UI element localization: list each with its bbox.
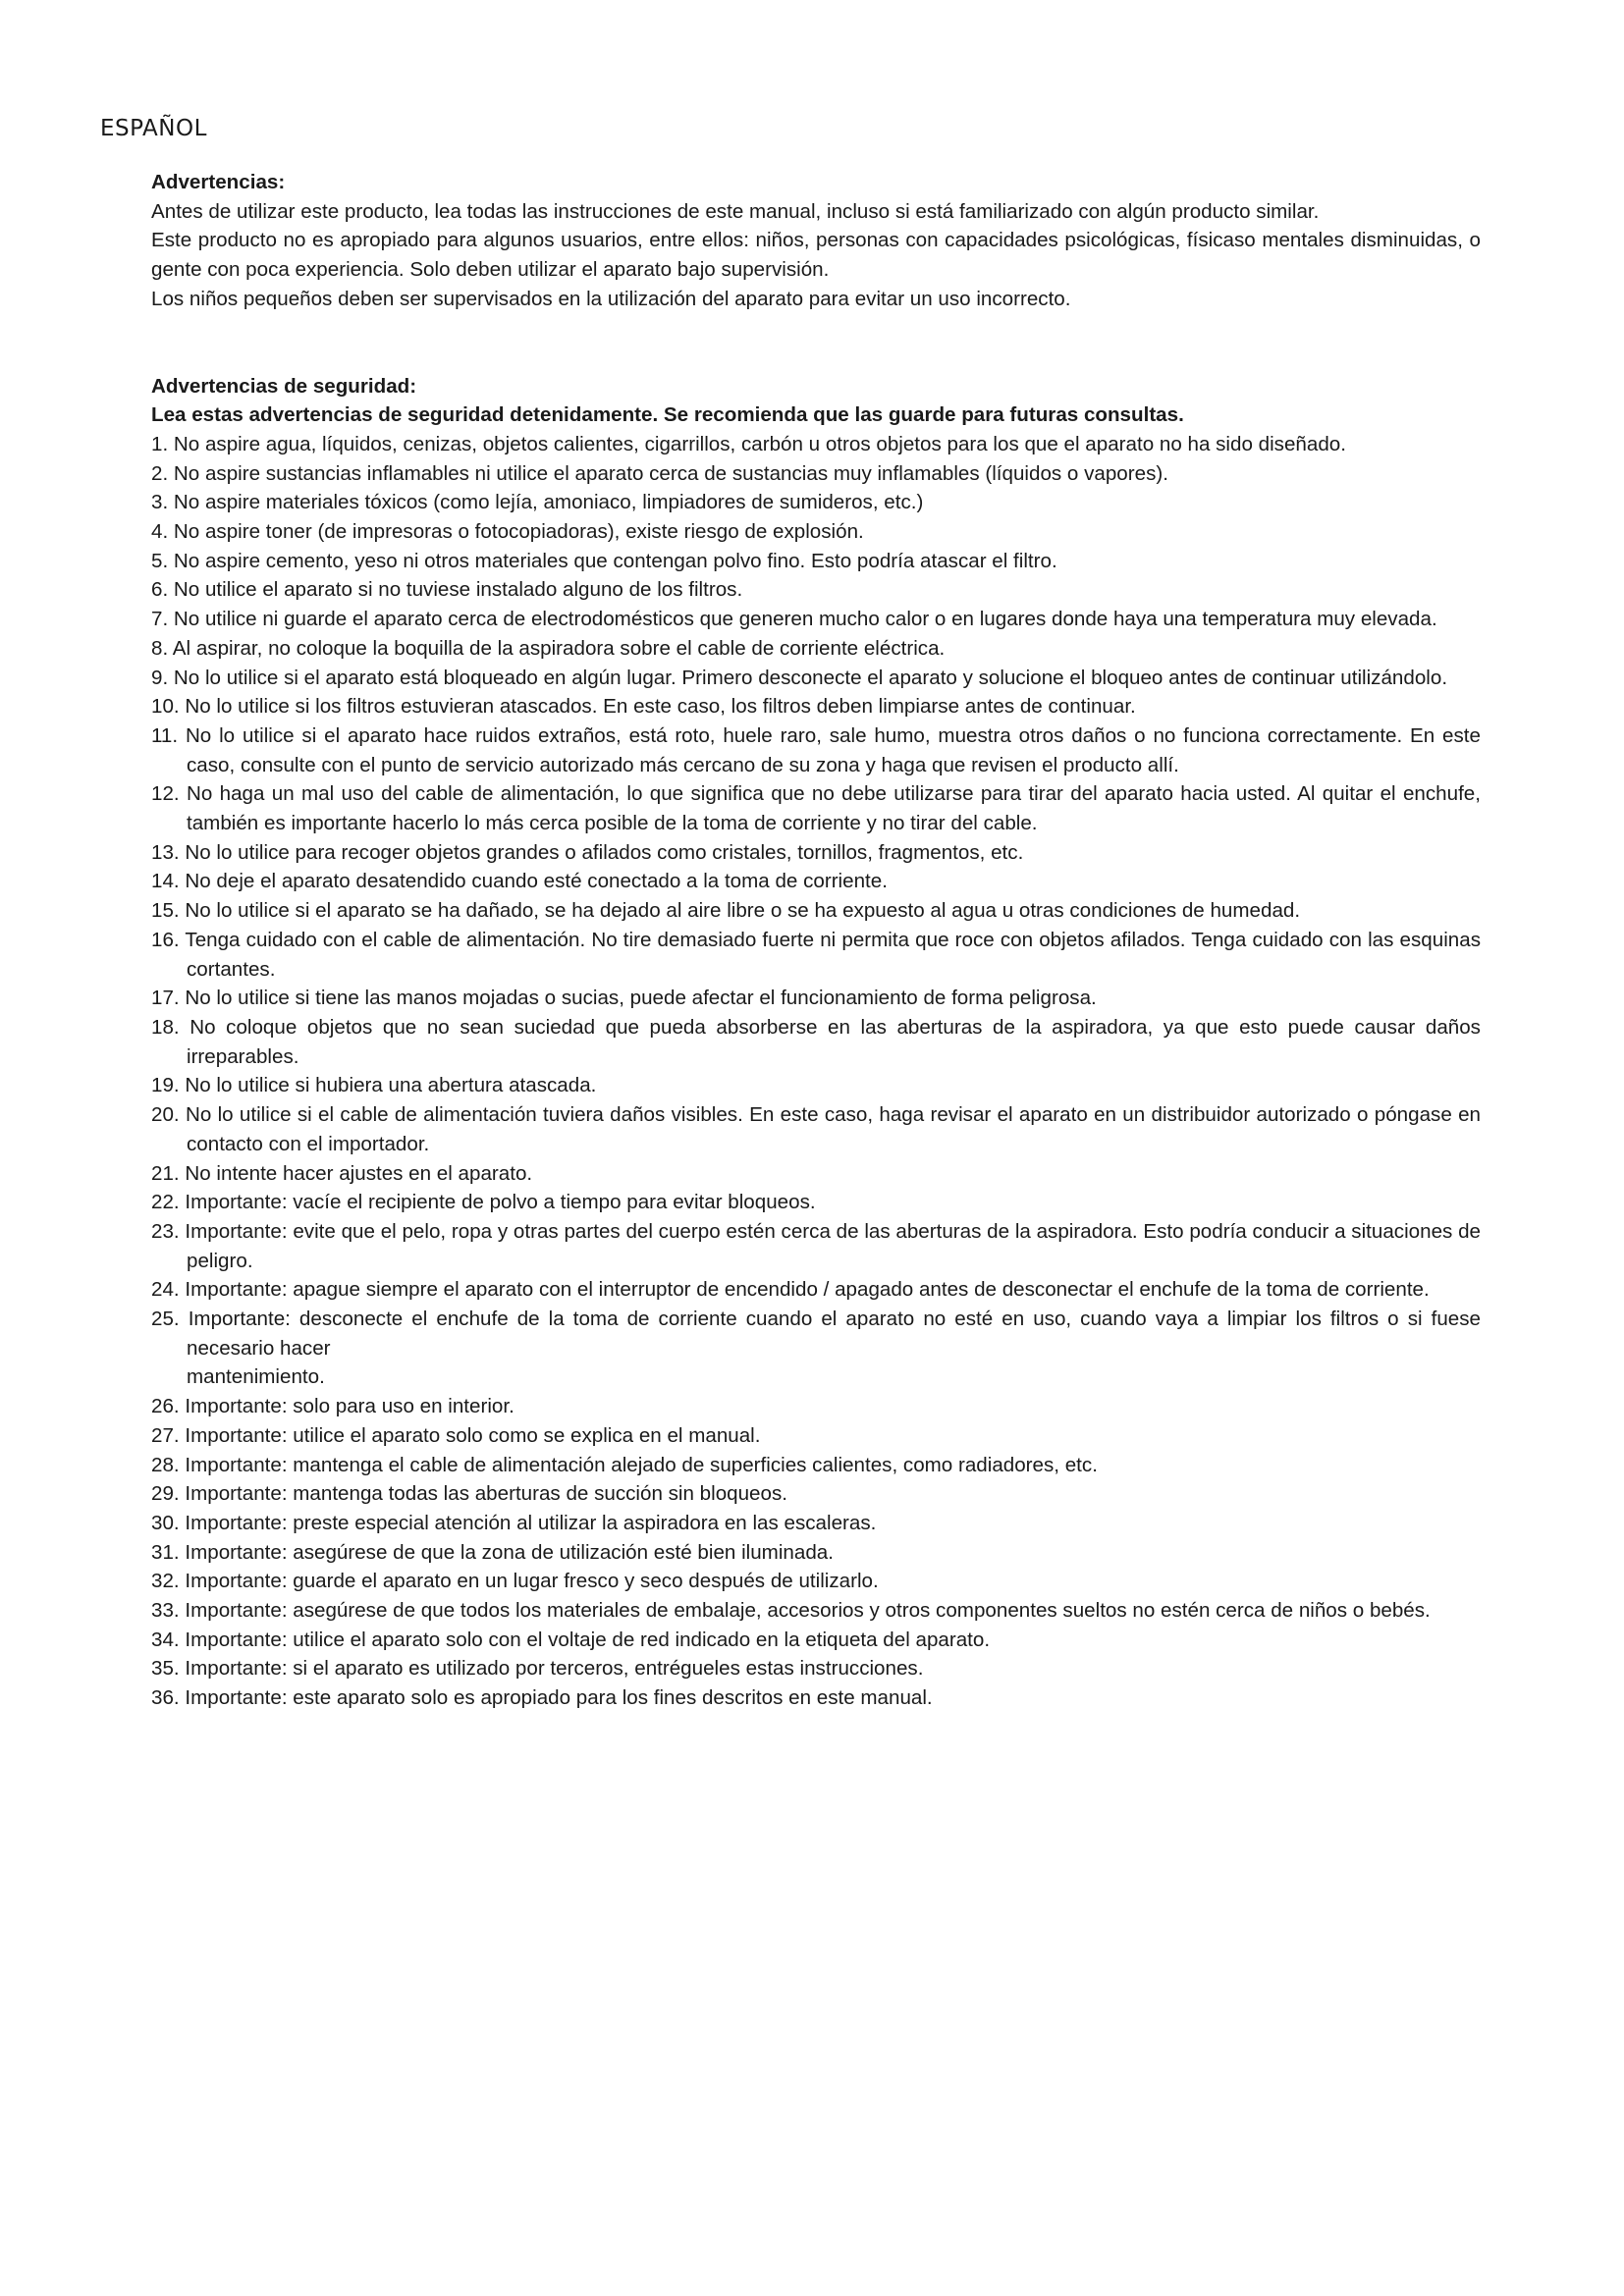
safety-item-number: 5. [151, 549, 169, 572]
safety-item-text: No aspire materiales tóxicos (como lejía, amoniaco, limpiadores de sumideros, etc.) [173, 491, 924, 514]
safety-item-text: Importante: vacíe el recipiente de polvo a tiempo para evitar bloqueos. [185, 1191, 816, 1214]
safety-section [151, 372, 1481, 1713]
section-spacer [151, 314, 1481, 372]
safety-item-text: No aspire sustancias inflamables ni utilice el aparato cerca de sustancias muy inflamables (líquidos o vapores). [173, 461, 1168, 485]
safety-item-number: 16. [151, 928, 180, 951]
warnings-title: Advertencias: [151, 171, 286, 193]
safety-item-text: No haga un mal uso del cable de alimentación, lo que significa que no debe utilizarse para tirar del aparato hacia usted. Al quitar el enchufe, también es importante hacerlo lo más cerca posible de la toma de corriente y no tirar del cable. [186, 782, 1481, 835]
safety-item-text: Importante: utilice el aparato solo con el voltaje de red indicado en la etiqueta del aparato. [185, 1628, 991, 1651]
safety-item-text: No utilice el aparato si no tuviese instalado alguno de los filtros. [173, 578, 743, 602]
safety-item [151, 1392, 1481, 1421]
safety-item [151, 517, 1481, 547]
safety-item-text: No lo utilice si los filtros estuvieran atascados. En este caso, los filtros deben limpiarse antes de continuar. [185, 695, 1136, 719]
safety-item [151, 575, 1481, 605]
safety-item-text: Importante: si el aparato es utilizado por terceros, entrégueles estas instrucciones. [185, 1657, 924, 1681]
safety-item [151, 1567, 1481, 1596]
safety-item-text: Al aspirar, no coloque la boquilla de la aspiradora sobre el cable de corriente eléctrica. [172, 636, 946, 660]
safety-item [151, 1013, 1481, 1071]
safety-item-number: 33. [151, 1599, 180, 1623]
safety-item-text: No lo utilice para recoger objetos grandes o afilados como cristales, tornillos, fragmentos, etc. [185, 840, 1024, 864]
safety-item-number: 18. [151, 1015, 180, 1039]
safety-item-number: 11. [151, 723, 179, 747]
safety-item-text: No lo utilice si el cable de alimentación tuviera daños visibles. En este caso, haga revisar el aparato en un distribuidor autorizado o póngase en contacto con el importador. [185, 1103, 1481, 1155]
safety-item-text: No intente hacer ajustes en el aparato. [185, 1161, 533, 1185]
safety-item-number: 31. [151, 1540, 180, 1564]
safety-item [151, 1596, 1481, 1626]
safety-item-number: 14. [151, 870, 180, 893]
manual-content [151, 168, 1481, 1713]
safety-item [151, 1100, 1481, 1158]
safety-item [151, 488, 1481, 517]
safety-item-text: Tenga cuidado con el cable de alimentación. No tire demasiado fuerte ni permita que roce con objetos afilados. Tenga cuidado con las esquinas cortantes. [185, 928, 1481, 981]
safety-item-number: 6. [151, 578, 169, 602]
safety-item-number: 15. [151, 899, 180, 923]
safety-item [151, 1509, 1481, 1538]
safety-item [151, 547, 1481, 576]
safety-item-number: 2. [151, 461, 169, 485]
safety-item-text: Importante: mantenga todas las aberturas de succión sin bloqueos. [185, 1482, 787, 1506]
safety-item [151, 430, 1481, 459]
safety-item-number: 28. [151, 1453, 180, 1476]
safety-title: Advertencias de seguridad: [151, 374, 417, 398]
safety-item [151, 1305, 1481, 1392]
safety-item-text: Importante: preste especial atención al utilizar la aspiradora en las escaleras. [185, 1511, 877, 1534]
safety-item-text: No deje el aparato desatendido cuando esté conectado a la toma de corriente. [185, 870, 888, 893]
safety-item-number: 23. [151, 1219, 180, 1243]
warnings-section [151, 168, 1481, 314]
safety-item [151, 926, 1481, 984]
safety-item-text: Importante: este aparato solo es apropiado para los fines descritos en este manual. [185, 1686, 933, 1710]
safety-item [151, 1626, 1481, 1655]
safety-item-text: Importante: solo para uso en interior. [185, 1395, 514, 1418]
safety-item-number: 30. [151, 1511, 180, 1534]
safety-item-text: No lo utilice si el aparato se ha dañado, se ha dejado al aire libre o se ha expuesto al agua u otras condiciones de humedad. [185, 899, 1301, 923]
safety-item-text: No lo utilice si el aparato hace ruidos extraños, está roto, huele raro, sale humo, muestra otros daños o no funciona correctamente. En este caso, consulte con el punto de servicio autorizado más cercano de su zona y haga que revisen el producto allí. [185, 723, 1481, 776]
safety-item [151, 1275, 1481, 1305]
safety-item [151, 779, 1481, 837]
safety-item-number: 34. [151, 1628, 180, 1651]
safety-item [151, 1071, 1481, 1100]
safety-item [151, 1451, 1481, 1480]
safety-item-number: 25. [151, 1308, 180, 1331]
safety-item-text: Importante: guarde el aparato en un lugar fresco y seco después de utilizarlo. [185, 1570, 879, 1593]
safety-item-text: Importante: mantenga el cable de alimentación alejado de superficies calientes, como radiadores, etc. [185, 1453, 1098, 1476]
safety-item-text: No lo utilice si tiene las manos mojadas o sucias, puede afectar el funcionamiento de forma peligrosa. [185, 987, 1097, 1010]
safety-item-number: 9. [151, 666, 169, 689]
safety-item [151, 1683, 1481, 1713]
safety-item-number: 1. [151, 432, 169, 455]
safety-item-number: 36. [151, 1686, 180, 1710]
safety-item-number: 21. [151, 1161, 180, 1185]
safety-item [151, 896, 1481, 926]
safety-item-text: Importante: evite que el pelo, ropa y otras partes del cuerpo estén cerca de las aberturas de la aspiradora. Esto podría conducir a situaciones de peligro. [185, 1219, 1481, 1272]
safety-item-text: No lo utilice si el aparato está bloqueado en algún lugar. Primero desconecte el aparato y solucione el bloqueo antes de continuar utilizándolo. [173, 666, 1448, 689]
safety-item [151, 664, 1481, 693]
safety-item-text: No aspire toner (de impresoras o fotocopiadoras), existe riesgo de explosión. [173, 520, 864, 544]
safety-item [151, 692, 1481, 721]
safety-item-text: No coloque objetos que no sean suciedad que pueda absorberse en las aberturas de la aspiradora, ya que esto puede causar daños irreparables. [187, 1015, 1481, 1068]
safety-item [151, 721, 1481, 779]
safety-item-text: Importante: apague siempre el aparato con el interruptor de encendido / apagado antes de desconectar el enchufe de la toma de corriente. [185, 1278, 1430, 1302]
safety-item [151, 634, 1481, 664]
safety-item-number: 10. [151, 695, 180, 719]
safety-item-text: Importante: utilice el aparato solo como se explica en el manual. [185, 1423, 761, 1447]
safety-item-number: 13. [151, 840, 180, 864]
safety-item [151, 838, 1481, 868]
safety-item-number: 24. [151, 1278, 180, 1302]
safety-item [151, 605, 1481, 634]
safety-item-number: 12. [151, 782, 180, 806]
safety-item [151, 867, 1481, 896]
safety-item [151, 1479, 1481, 1509]
safety-item [151, 984, 1481, 1013]
safety-item [151, 1421, 1481, 1451]
safety-item-text: No aspire agua, líquidos, cenizas, objetos calientes, cigarrillos, carbón u otros objetos para los que el aparato no ha sido diseñado. [173, 432, 1346, 455]
safety-item [151, 1159, 1481, 1189]
safety-item-number: 32. [151, 1570, 180, 1593]
warnings-paragraph: Este producto no es apropiado para algunos usuarios, entre ellos: niños, personas con capacidades psicológicas, físicaso mentales disminuidas, o gente con poca experiencia. Solo deben utilizar el aparato bajo supervisión. [151, 229, 1481, 282]
safety-list [151, 430, 1481, 1713]
safety-item-number: 19. [151, 1074, 180, 1097]
warnings-paragraph: Los niños pequeños deben ser supervisados en la utilización del aparato para evitar un uso incorrecto. [151, 287, 1071, 310]
safety-item-text: No lo utilice si hubiera una abertura atascada. [185, 1074, 597, 1097]
safety-item-number: 3. [151, 491, 169, 514]
safety-item [151, 1538, 1481, 1568]
safety-item-number: 35. [151, 1657, 180, 1681]
safety-item [151, 1188, 1481, 1217]
safety-item-text: Importante: asegúrese de que todos los materiales de embalaje, accesorios y otros componentes sueltos no estén cerca de niños o bebés. [185, 1599, 1431, 1623]
safety-item-number: 7. [151, 608, 169, 631]
safety-item-text: Importante: asegúrese de que la zona de utilización esté bien iluminada. [185, 1540, 834, 1564]
safety-item-text: No aspire cemento, yeso ni otros materiales que contengan polvo fino. Esto podría atascar el filtro. [173, 549, 1057, 572]
language-heading: ESPAÑOL [100, 116, 207, 141]
safety-item-number: 17. [151, 987, 180, 1010]
safety-item [151, 459, 1481, 489]
safety-item-text: No utilice ni guarde el aparato cerca de electrodomésticos que generen mucho calor o en lugares donde haya una temperatura muy elevada. [173, 608, 1437, 631]
warnings-paragraph: Antes de utilizar este producto, lea todas las instrucciones de este manual, incluso si está familiarizado con algún producto similar. [151, 199, 1320, 223]
safety-item-number: 26. [151, 1395, 180, 1418]
safety-item-number: 29. [151, 1482, 180, 1506]
safety-item [151, 1217, 1481, 1275]
safety-item-text: Importante: desconecte el enchufe de la toma de corriente cuando el aparato no esté en uso, cuando vaya a limpiar los filtros o si fuese necesario hacer mantenimiento. [187, 1308, 1481, 1389]
safety-item [151, 1654, 1481, 1683]
safety-subtitle: Lea estas advertencias de seguridad detenidamente. Se recomienda que las guarde para futuras consultas. [151, 403, 1184, 427]
safety-item-number: 20. [151, 1103, 180, 1127]
safety-item-number: 8. [151, 636, 169, 660]
safety-item-number: 22. [151, 1191, 180, 1214]
safety-item-number: 4. [151, 520, 169, 544]
safety-item-number: 27. [151, 1423, 180, 1447]
